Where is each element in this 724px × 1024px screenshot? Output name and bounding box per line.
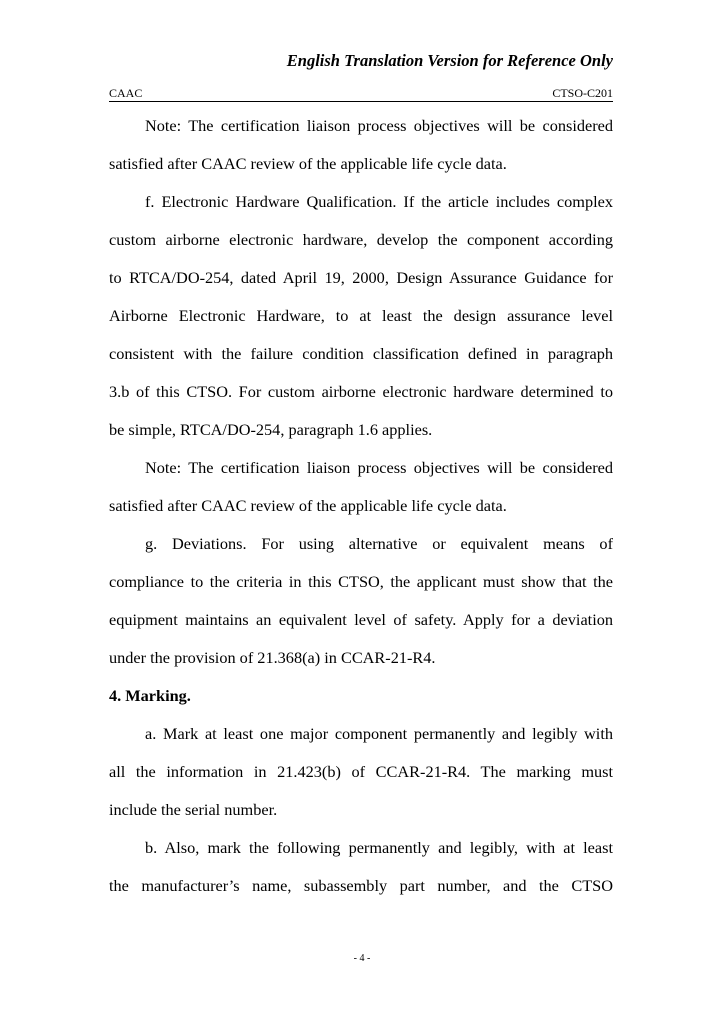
text-line: the manufacturer’s name, subassembly part number, and the CTSO: [109, 876, 613, 895]
text-line: Airborne Electronic Hardware, to at least the design assurance level: [109, 306, 613, 325]
text-line: g. Deviations. For using alternative or equivalent means of: [145, 534, 613, 553]
text-line: be simple, RTCA/DO-254, paragraph 1.6 applies.: [109, 420, 433, 439]
page-number: - 4 -: [353, 953, 371, 964]
text-line: a. Mark at least one major component permanently and legibly with: [145, 724, 613, 743]
text-line: all the information in 21.423(b) of CCAR-21-R4. The marking must: [109, 762, 613, 781]
text-line: consistent with the failure condition classification defined in paragraph: [109, 344, 613, 363]
text-line: to RTCA/DO-254, dated April 19, 2000, Design Assurance Guidance for: [109, 268, 613, 287]
text-line: Note: The certification liaison process objectives will be considered: [145, 116, 613, 135]
text-line: under the provision of 21.368(a) in CCAR-21-R4.: [109, 648, 436, 667]
text-line: satisfied after CAAC review of the applicable life cycle data.: [109, 154, 507, 173]
text-line: include the serial number.: [109, 800, 278, 819]
text-line: equipment maintains an equivalent level of safety. Apply for a deviation: [109, 610, 613, 629]
header-document-id: CTSO-C201: [552, 86, 613, 100]
text-line: 3.b of this CTSO. For custom airborne electronic hardware determined to: [109, 382, 613, 401]
text-line: Note: The certification liaison process objectives will be considered: [145, 458, 613, 477]
document-header-title: English Translation Version for Reference Only: [286, 51, 613, 70]
text-line: b. Also, mark the following permanently and legibly, with at least: [145, 838, 613, 857]
header-agency: CAAC: [109, 86, 143, 100]
text-line: custom airborne electronic hardware, develop the component according: [109, 230, 613, 249]
header-rule: [109, 101, 613, 102]
text-line: compliance to the criteria in this CTSO, the applicant must show that the: [109, 572, 613, 591]
text-line: satisfied after CAAC review of the applicable life cycle data.: [109, 496, 507, 515]
section-heading: 4. Marking.: [109, 686, 191, 705]
document-body: [109, 107, 613, 905]
text-line: f. Electronic Hardware Qualification. If the article includes complex: [145, 192, 613, 211]
